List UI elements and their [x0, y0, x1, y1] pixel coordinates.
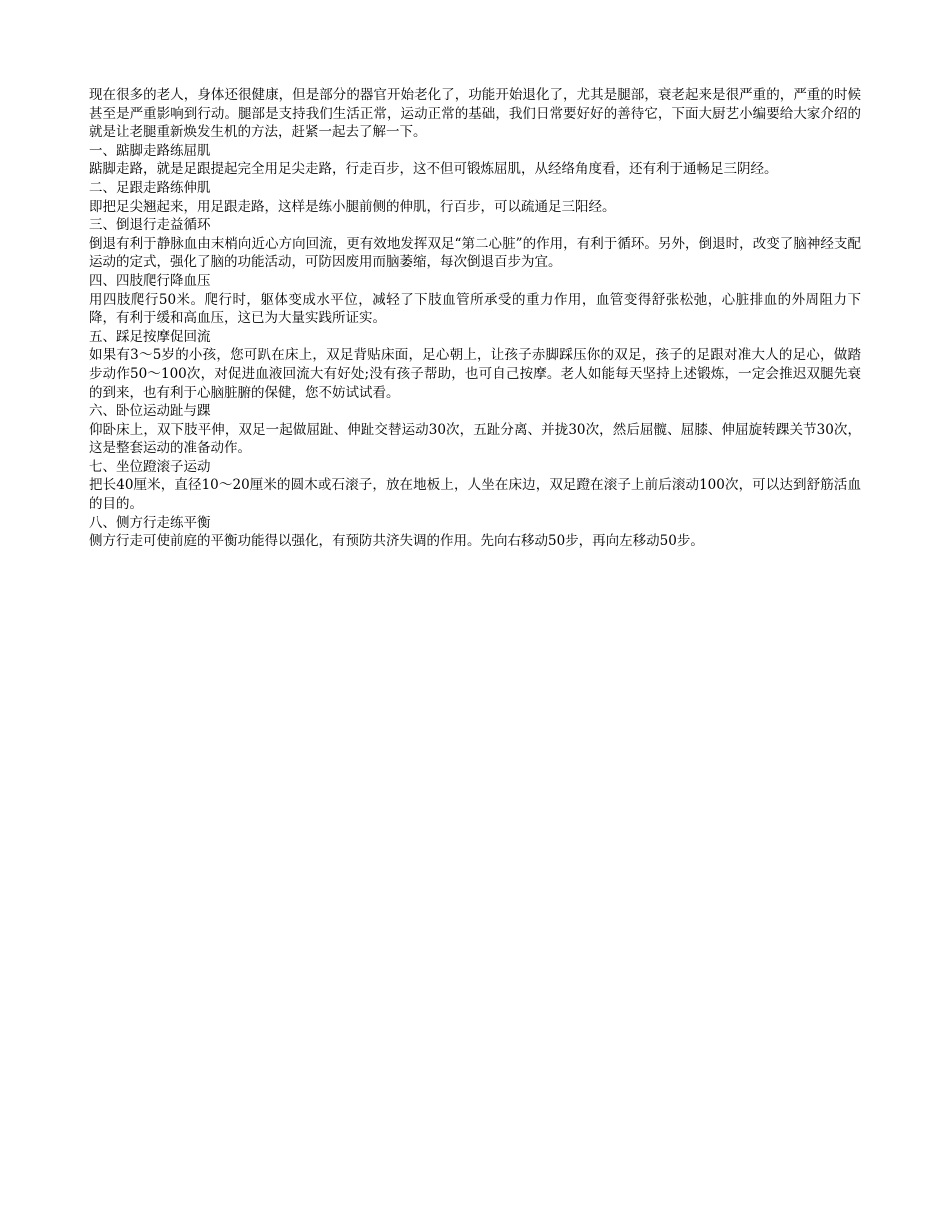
section-heading-7: 七、坐位蹬滚子运动 — [89, 458, 211, 475]
section-heading-2: 二、足跟走路练伸肌 — [89, 179, 211, 196]
section-heading-8: 八、侧方行走练平衡 — [89, 514, 211, 531]
section-heading-3: 三、倒退行走益循环 — [89, 217, 211, 234]
section-body-5: 如果有3～5岁的小孩，您可趴在床上，双足背贴床面，足心朝上，让孩子赤脚踩压你的双足，孩子的足跟对准大人的足心，做踏步动作50～100次，对促进血液回流大有好处;没有孩子帮助，也可自己按摩。老人如能每天坚持上述锻炼，一定会推迟双腿先衰的到来，也有利于心脑脏腑的保健，您不妨试试看。 — [89, 347, 861, 401]
section-body-7: 把长40厘米，直径10～20厘米的圆木或石滚子，放在地板上，人坐在床边，双足蹬在滚子上前后滚动100次，可以达到舒筋活血的目的。 — [89, 477, 861, 513]
section-body-3: 倒退有利于静脉血由末梢向近心方向回流，更有效地发挥双足“第二心脏”的作用，有利于循环。另外，倒退时，改变了脑神经支配运动的定式，强化了脑的功能活动，可防因废用而脑萎缩，每次倒退百步为宜。 — [89, 235, 861, 271]
section-body-8: 侧方行走可使前庭的平衡功能得以强化，有预防共济失调的作用。先向右移动50步，再向左移动50步。 — [89, 533, 704, 550]
section-body-6: 仰卧床上，双下肢平伸，双足一起做屈趾、伸趾交替运动30次，五趾分离、并拢30次，然后屈髋、屈膝、伸屈旋转踝关节30次，这是整套运动的准备动作。 — [89, 421, 861, 457]
section-body-4: 用四肢爬行50米。爬行时，躯体变成水平位，减轻了下肢血管所承受的重力作用，血管变得舒张松弛，心脏排血的外周阻力下降，有利于缓和高血压，这已为大量实践所证实。 — [89, 291, 861, 327]
section-heading-5: 五、踩足按摩促回流 — [89, 328, 211, 345]
section-body-2: 即把足尖翘起来，用足跟走路，这样是练小腿前侧的伸肌，行百步，可以疏通足三阳经。 — [89, 198, 616, 215]
section-heading-1: 一、踮脚走路练屈肌 — [89, 142, 211, 159]
section-body-1: 踮脚走路，就是足跟提起完全用足尖走路，行走百步，这不但可锻炼屈肌，从经络角度看，还有利于通畅足三阴经。 — [89, 161, 778, 178]
document-page — [89, 86, 861, 551]
section-heading-6: 六、卧位运动趾与踝 — [89, 403, 211, 420]
intro-paragraph: 现在很多的老人，身体还很健康，但是部分的器官开始老化了，功能开始退化了，尤其是腿部，衰老起来是很严重的，严重的时候甚至是严重影响到行动。腿部是支持我们生活正常，运动正常的基础，我们日常要好好的善待它，下面大厨艺小编要给大家介绍的就是让老腿重新焕发生机的方法，赶紧一起去了解一下。 — [89, 87, 861, 141]
section-heading-4: 四、四肢爬行降血压 — [89, 272, 211, 289]
